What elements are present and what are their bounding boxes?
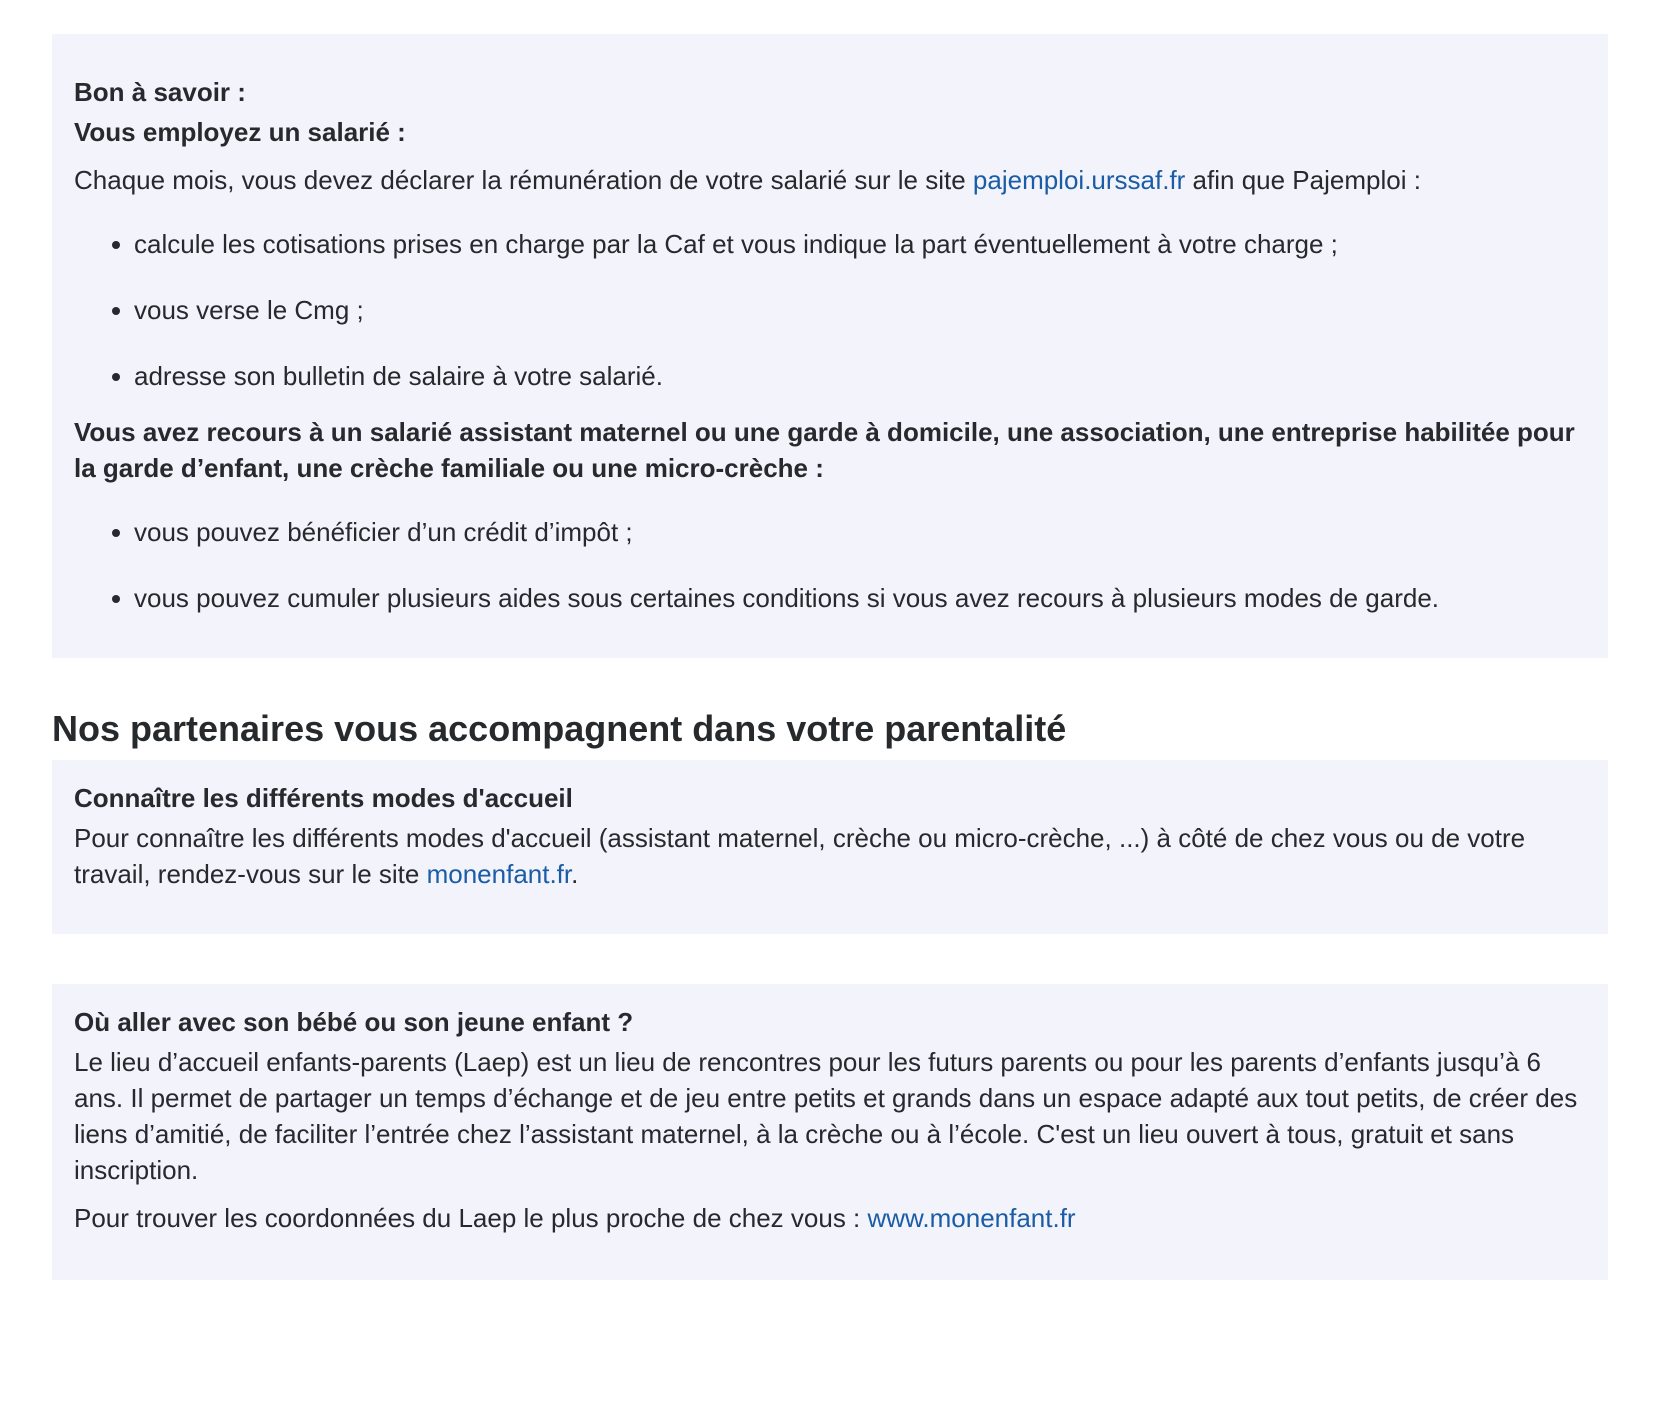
bullet-icon [112,241,120,249]
laep-box [52,984,1608,1280]
laep-find-text: Pour trouver les coordonnées du Laep le plus proche de chez vous : [74,1203,868,1233]
pajemploi-list [74,226,1586,394]
good-to-know-box [52,34,1608,658]
list-item [112,292,1586,328]
pajemploi-intro-end: afin que Pajemploi : [1185,165,1421,195]
bullet-icon [112,529,120,537]
list-item [112,226,1586,262]
bullet-icon [112,307,120,315]
pajemploi-link[interactable]: pajemploi.urssaf.fr [972,165,1186,195]
care-modes-box [52,760,1608,934]
recourse-heading: Vous avez recours à un salarié assistant maternel ou une garde à domicile, une association, une entreprise habilitée pour la garde d’enfant, une crèche familiale ou une micro-crèche : [74,417,1575,483]
pajemploi-intro [74,162,1586,198]
list-item-text: vous pouvez cumuler plusieurs aides sous certaines conditions si vous avez recours à plusieurs modes de garde. [134,583,1440,613]
care-modes-title: Connaître les différents modes d'accueil [74,783,573,813]
care-modes-text [74,820,1586,892]
list-item-text: adresse son bulletin de salaire à votre salarié. [134,361,663,391]
partners-section-title: Nos partenaires vous accompagnent dans votre parentalité [52,708,1067,749]
care-modes-text-body: Pour connaître les différents modes d'accueil (assistant maternel, crèche ou micro-crèche, ...) à côté de chez vous ou de votre travail, rendez-vous sur le site [74,823,1526,889]
list-item [112,514,1586,550]
employ-heading: Vous employez un salarié : [74,117,406,147]
laep-description: Le lieu d’accueil enfants-parents (Laep) est un lieu de rencontres pour les futurs parents ou pour les parents d’enfants jusqu’à 6 ans. Il permet de partager un temps d’échange et de jeu entre petits et grands dans un espace adapté aux tout petits, de créer des liens d’amitié, de faciliter l’entrée chez l’assistant maternel, à la crèche ou à l’école. C'est un lieu ouvert à tous, gratuit et sans inscription. [74,1047,1578,1185]
good-to-know-title: Bon à savoir : [74,77,246,107]
bullet-icon [112,373,120,381]
laep-title: Où aller avec son bébé ou son jeune enfant ? [74,1007,634,1037]
list-item-text: vous pouvez bénéficier d’un crédit d’impôt ; [134,517,633,547]
list-item [112,358,1586,394]
list-item-text: calcule les cotisations prises en charge par la Caf et vous indique la part éventuellement à votre charge ; [134,229,1338,259]
www-monenfant-link[interactable]: www.monenfant.fr [867,1203,1076,1233]
list-item [112,580,1586,616]
recourse-list [74,514,1586,616]
bullet-icon [112,595,120,603]
monenfant-link[interactable]: monenfant.fr [426,859,572,889]
laep-find [74,1200,1586,1236]
pajemploi-intro-text: Chaque mois, vous devez déclarer la rémunération de votre salarié sur le site [74,165,973,195]
care-modes-text-end: . [571,859,579,889]
list-item-text: vous verse le Cmg ; [134,295,364,325]
